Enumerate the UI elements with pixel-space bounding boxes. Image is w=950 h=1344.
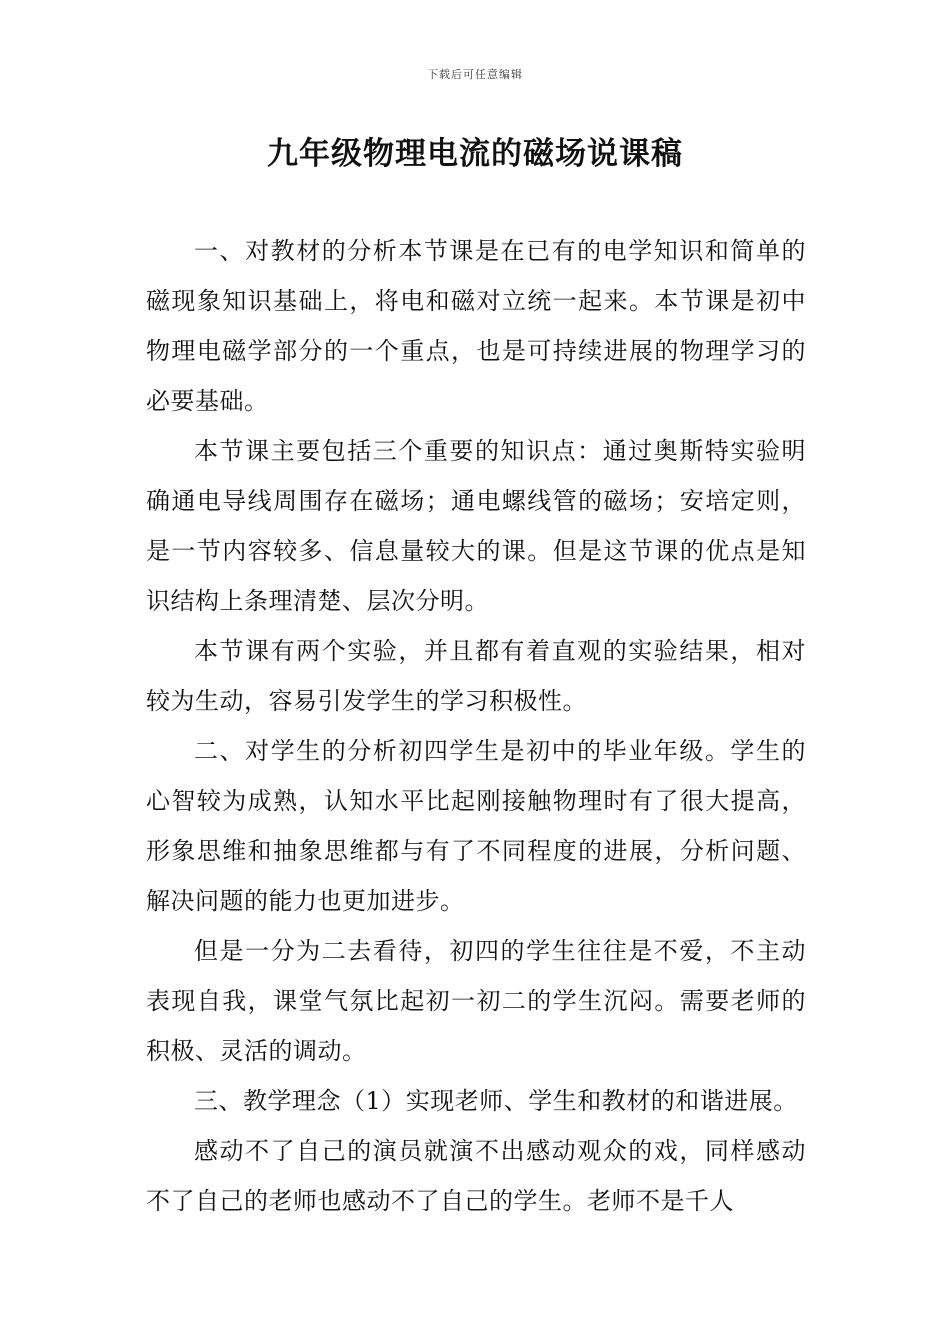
paragraph-7: 感动不了自己的演员就演不出感动观众的戏，同样感动不了自己的老师也感动不了自己的学生。老师不是千人 [146,1137,806,1215]
paragraph-3: 本节课有两个实验，并且都有着直观的实验结果，相对较为生动，容易引发学生的学习积极性。 [146,637,806,715]
paragraph-2: 本节课主要包括三个重要的知识点：通过奥斯特实验明确通电导线周围存在磁场；通电螺线管的磁场；安培定则，是一节内容较多、信息量较大的课。但是这节课的优点是知识结构上条理清楚、层次分明。 [146,437,806,615]
paragraph-4: 二、对学生的分析初四学生是初中的毕业年级。学生的心智较为成熟，认知水平比起刚接触物理时有了很大提高，形象思维和抽象思维都与有了不同程度的进展，分析问题、解决问题的能力也更加进步。 [146,737,806,915]
document-body [146,226,806,1226]
paragraph-6: 三、教学理念（1）实现老师、学生和教材的和谐进展。 [194,1087,798,1115]
paragraph-5: 但是一分为二去看待，初四的学生往往是不爱，不主动表现自我，课堂气氛比起初一初二的学生沉闷。需要老师的积极、灵活的调动。 [146,937,806,1065]
document-title: 九年级物理电流的磁场说课稿 [267,136,683,172]
paragraph-1: 一、对教材的分析本节课是在已有的电学知识和简单的磁现象知识基础上，将电和磁对立统一起来。本节课是初中物理电磁学部分的一个重点，也是可持续进展的物理学习的必要基础。 [146,237,806,415]
header-note: 下载后可任意编辑 [427,68,523,81]
